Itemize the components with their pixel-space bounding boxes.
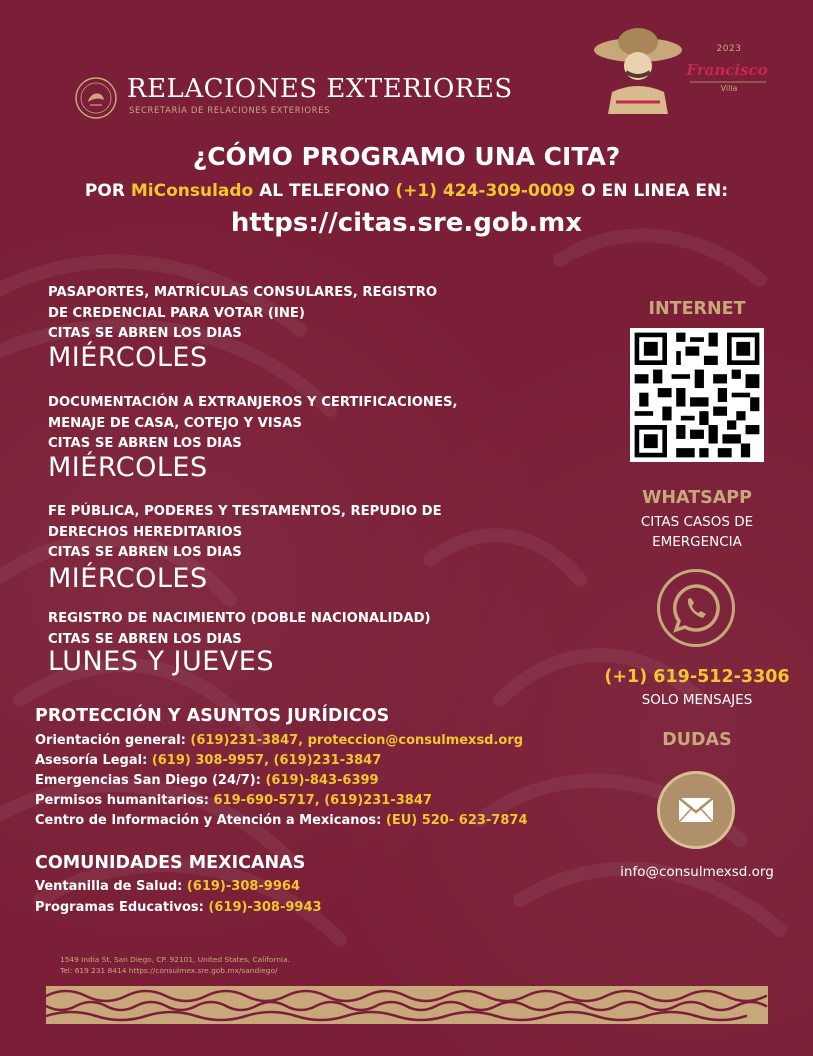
service-4-desc: REGISTRO DE NACIMIENTO (DOBLE NACIONALIDAD) CITAS SE ABREN LOS DIAS	[48, 611, 431, 647]
dudas-label: DUDAS	[662, 730, 732, 750]
whatsapp-phone-text: (+1) 619-512-3306	[604, 667, 790, 687]
whatsapp-glyph-icon	[660, 572, 732, 644]
subtitle-post: O EN LINEA EN:	[575, 181, 729, 201]
qr-code-icon[interactable]	[630, 328, 764, 462]
line-sep: ,	[298, 733, 308, 748]
line-label: Permisos humanitarios:	[35, 793, 214, 808]
logo-surname: Villa	[720, 84, 738, 93]
protection-line	[35, 811, 528, 831]
line-label: Emergencias San Diego (24/7):	[35, 773, 266, 788]
appointments-url[interactable]: https://citas.sre.gob.mx	[230, 208, 583, 238]
community-line	[35, 877, 300, 897]
community-line	[35, 898, 322, 918]
protection-line	[35, 751, 381, 771]
protection-title: PROTECCIÓN Y ASUNTOS JURÍDICOS	[35, 706, 390, 726]
line-label: Asesoría Legal:	[35, 753, 152, 768]
internet-label: INTERNET	[648, 299, 746, 319]
service-4-day: LUNES Y JUEVES	[48, 646, 274, 677]
communities-title: COMUNIDADES MEXICANAS	[35, 853, 306, 873]
whatsapp-description: CITAS CASOS DE EMERGENCIA	[640, 514, 754, 550]
line-phone[interactable]: (619)-843-6399	[265, 773, 379, 788]
line-phone[interactable]: 619-690-5717, (619)231-3847	[213, 793, 432, 808]
consulate-address: 1549 India St, San Diego, CP. 92101, United States, California. Tel: 619 231 8414 https://consulmex.sre.gob.mx/sandiego/	[60, 955, 290, 975]
service-2-day: MIÉRCOLES	[48, 452, 208, 483]
service-3-desc: FE PÚBLICA, PODERES Y TESTAMENTOS, REPUDIO DE DERECHOS HEREDITARIOS CITAS SE ABREN LOS DIAS	[48, 504, 442, 560]
app-name: MiConsulado	[130, 181, 254, 201]
org-name: RELACIONES EXTERIORES	[127, 74, 513, 104]
line-label: Orientación general:	[35, 733, 191, 748]
line-label: Centro de Información y Atención a Mexicanos:	[35, 813, 386, 828]
appointment-phone[interactable]: (+1) 424-309-0009	[395, 181, 576, 201]
protection-line	[35, 731, 523, 751]
whatsapp-phone[interactable]	[597, 667, 797, 687]
line-phone[interactable]: (619) 308-9957, (619)231-3847	[151, 753, 382, 768]
service-1-desc: PASAPORTES, MATRÍCULAS CONSULARES, REGISTRO DE CREDENCIAL PARA VOTAR (INE) CITAS SE ABREN LOS DIAS	[48, 285, 438, 341]
page-title: ¿CÓMO PROGRAMO UNA CITA?	[192, 142, 621, 171]
protection-line	[35, 771, 379, 791]
service-3-day: MIÉRCOLES	[48, 563, 208, 594]
protection-line	[35, 791, 432, 811]
line-label: Ventanilla de Salud:	[35, 879, 187, 894]
line-label: Programas Educativos:	[35, 900, 209, 915]
org-subtitle: SECRETARÍA DE RELACIONES EXTERIORES	[129, 106, 331, 116]
decorative-border	[46, 986, 768, 1024]
line-email[interactable]: proteccion@consulmexsd.org	[307, 733, 524, 748]
subtitle-pre: POR	[84, 181, 131, 201]
line-phone[interactable]: (619)-308-9943	[208, 900, 322, 915]
logo-year: 2023	[716, 44, 742, 54]
coat-of-arms-icon	[74, 76, 118, 120]
line-phone[interactable]: (EU) 520- 623-7874	[385, 813, 528, 828]
appointment-subtitle	[0, 181, 813, 201]
whatsapp-note: SOLO MENSAJES	[641, 692, 753, 708]
whatsapp-icon[interactable]	[657, 569, 735, 647]
envelope-icon[interactable]	[657, 771, 735, 849]
logo-name: Francisco	[686, 61, 768, 79]
whatsapp-label: WHATSAPP	[642, 488, 752, 508]
envelope-glyph-icon	[660, 774, 732, 846]
service-2-desc: DOCUMENTACIÓN A EXTRANJEROS Y CERTIFICACIONES, MENAJE DE CASA, COTEJO Y VISAS CITAS SE ABREN LOS DIAS	[48, 395, 458, 451]
line-phone[interactable]: (619)-308-9964	[186, 879, 300, 894]
line-phone[interactable]: (619)231-3847	[190, 733, 299, 748]
service-1-day: MIÉRCOLES	[48, 342, 208, 373]
contact-email[interactable]: info@consulmexsd.org	[620, 864, 774, 880]
subtitle-mid: AL TELEFONO	[253, 181, 396, 201]
